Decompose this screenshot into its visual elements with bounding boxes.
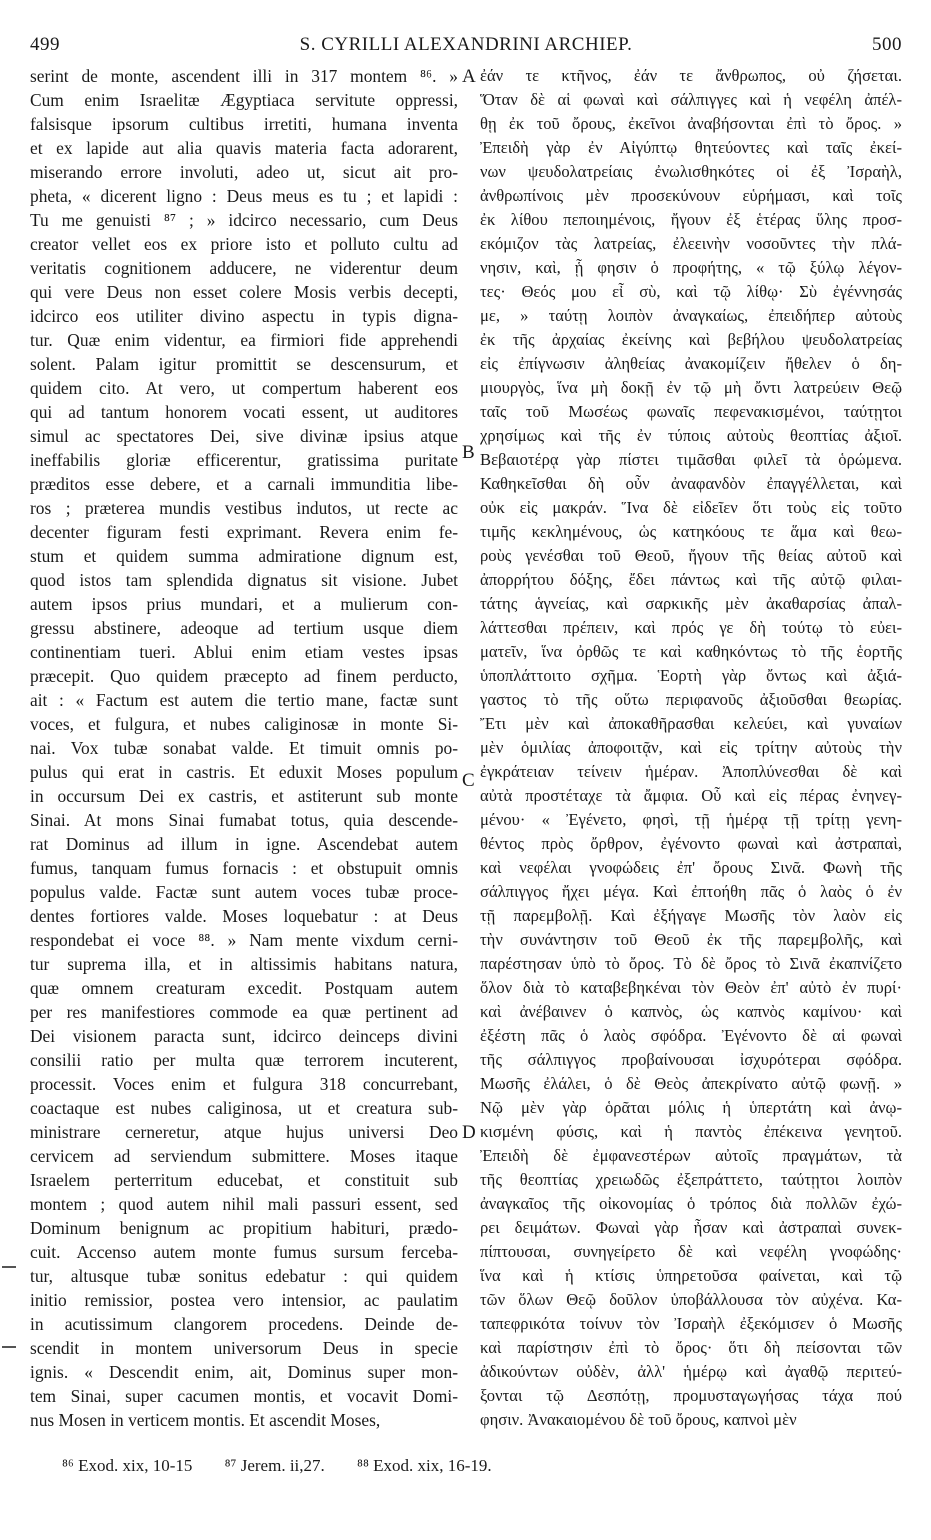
footnote-87: ⁸⁷ Jerem. ii,27. [224,1456,325,1475]
greek-text-line: τῶν ὅλων Θεῷ δοῦλον ὑποβάλλουσα τὸν αὐχένα. Κα- [480,1290,902,1309]
latin-text-line: initio remissior, postea vero intensior, ac paulatim [30,1290,458,1310]
greek-text-line: ξονται τῷ Δεσπότῃ, προμυσταγωγήσας τάχα πού [480,1386,902,1405]
greek-text-line: μὲν ὁμιλίας ἀποφοιτᾷν, καὶ εἰς τρίτην αὐτοὺς τὴν [480,738,902,757]
latin-text-line: in occursum Dei ex castris, et astiterunt sub monte [30,786,458,806]
greek-text-line: με, » ταύτῃ λοιπὸν ἀναγκαίως, ἐπειδήπερ αὐτοὺς [480,306,902,325]
greek-text-line: εκόμιζον τὰς λατρείας, ἐλεεινὴν νοσοῦντες τὴν πλά- [480,234,902,253]
latin-text-line: stum et quidem summa admiratione dignum est, [30,546,458,566]
latin-text-line: scendit in montem universorum Deus in specie [30,1338,458,1358]
greek-text-line: ἀδικούντων οὐδὲν, ἀλλ' ἡμέρῳ καὶ ἀγαθῷ περιτεύ- [480,1362,902,1381]
greek-text-line: τὴν συνάντησιν τοῦ Θεοῦ ἐκ τῆς παρεμβολῆς, καὶ [480,930,902,949]
latin-text-line: cervicem ad serviendum submittere. Moses itaque [30,1146,458,1166]
greek-text-line: Καθηκεῖσθαι δὴ οὖν ἀναφανδὸν ἐπαγγέλλεται, καὶ [480,474,902,493]
greek-text-line: Ἔτι μὲν καὶ ἀποκαθῆρασθαι κελεύει, καὶ γυναίων [480,714,902,733]
latin-text-line: nai. Vox tubæ sonabat valde. Et timuit omnis po- [30,738,458,758]
greek-text-line: οὐκ εἰς μακράν. Ἵνα δὲ εἰδεῖεν ὅτι τοὺς εἰς τοῦτο [480,498,902,517]
margin-mark [2,1346,16,1348]
greek-text-line: ἀνθρωπίνοις μὲν προσεκύνουν εὑρήμασι, καὶ τοῖς [480,186,902,205]
latin-text-line: cuit. Accenso autem monte fumus sursum ferceba- [30,1242,458,1262]
latin-text-line: simul ac spectatores Dei, sive divinæ ipsius atque [30,426,458,446]
latin-text-line: serint de monte, ascendent illi in 317 montem ⁸⁶. » [30,66,458,86]
running-title: S. CYRILLI ALEXANDRINI ARCHIEP. [299,34,633,55]
greek-text-line: θέντος πρὸς ὄρθρον, ἐγένοντο φωναὶ καὶ ἀστραπαὶ, [480,834,902,853]
greek-text-line: γαστος τὸ τῆς οὕτω περιφανοῦς ἀξιοῦσθαι θεωρίας. [480,690,902,709]
latin-text-line: voces, et fulgura, et nubes caliginosæ in monte Si- [30,714,458,734]
right-page-number: 500 [872,34,902,55]
greek-text-line: αὐτὰ προστέταχε τὰ ἄμφια. Οὗ καὶ εἰς πέρας ἐνηνεγ- [480,786,902,805]
greek-text-line: πίπτουσαι, συνηγείρετο δὲ καὶ νεφέλη γνοφώδης· [480,1242,902,1261]
latin-text-line: tem Sinai, super cacumen montis, et vocavit Domi- [30,1386,458,1406]
footnote-88: ⁸⁸ Exod. xix, 16-19. [357,1456,492,1475]
greek-text-line: ἐάν τε κτῆνος, ἐάν τε ἄνθρωπος, οὐ ζήσεται. [480,66,902,85]
latin-text-line: gressu abstinere, adeoque ad tertium usque diem [30,618,458,638]
latin-text-line: creator vellet eos ex priore isto et polluto cultu ad [30,234,458,254]
latin-text-line: montem ; quod autem nihil mali passuri essent, sed [30,1194,458,1214]
greek-text-line: ὑποπλάττοιτο σχῆμα. Ἑορτὴ γὰρ ὄντως καὶ ἀξιά- [480,666,902,685]
greek-text-line: ἵνα καὶ ἡ κτίσις ὑπηρετοῦσα φαίνεται, καὶ τῷ [480,1266,902,1285]
section-marker-d: D [462,1122,476,1143]
latin-text-line: quæ omnem creaturam excedit. Postquam autem [30,978,458,998]
greek-text-line: καὶ παρίστησιν ἐπὶ τὸ ὄρος· ὅτι δὴ πείσονται τῶν [480,1338,902,1357]
latin-text-line: ait : « Factum est autem die tertio mane, factæ sunt [30,690,458,710]
greek-text-line: ταπεφρικότα τοίνυν τὸν Ἰσραὴλ ἐξεκόμισεν ὁ Μωσῆς [480,1314,902,1333]
greek-text-line: φησιν. Ἀνακαιομένου δὲ τοῦ ὄρους, καπνοὶ μὲν [480,1410,797,1429]
latin-text-line: processit. Voces enim et fulgura 318 concurrebant, [30,1074,458,1094]
latin-text-line: ignis. « Descendit enim, ait, Dominus super mon- [30,1362,458,1382]
greek-text-line: τες· Θεός μου εἶ σὺ, καὶ τῷ λίθῳ· Σὺ ἐγέννησάς [480,282,902,301]
latin-text-line: solent. Palam igitur promittit se descensurum, et [30,354,458,374]
footnotes [62,1456,520,1476]
greek-text-line: τάτης ἁγνείας, καὶ σαρκικῆς μὲν ἀκαθαρσίας ἀπαλ- [480,594,902,613]
greek-text-line: λάττεσθαι πρέπειν, καὶ πρός γε δὴ τούτῳ τὸ εὐει- [480,618,902,637]
greek-text-line: τῇ παρεμβολῇ. Καὶ ἐξήγαγε Μωσῆς τὸν λαὸν εἰς [480,906,902,925]
greek-text-line: Ἐπειδὴ γὰρ ἐν Αἰγύπτῳ θητεύοντες καὶ ταῖς ἐκεί- [480,138,902,157]
greek-text-line: Νῷ μὲν γὰρ ὁρᾶται μόλις ἡ ὑπερτάτη καὶ ἀνῳ- [480,1098,902,1117]
latin-text-line: respondebat ei voce ⁸⁸. » Nam mente vixdum cerni- [30,930,458,950]
latin-text-line: dentes fortiores valde. Moses loquebatur : at Deus [30,906,458,926]
latin-text-line: qui vere Deus non esset colere Mosis verbis decepti, [30,282,458,302]
running-header [30,34,902,62]
latin-text-line: miserando errore involuti, adeo ut, sicut ait pro- [30,162,458,182]
latin-text-line: Cum enim Israelitæ Ægyptiaca servitute oppressi, [30,90,458,110]
latin-text-line: tur. Quæ enim videntur, ea firmiori fide apprehendi [30,330,458,350]
latin-text-line: ministrare cerneretur, atque hujus universi Deo [30,1122,458,1142]
greek-text-line: τῆς σάλπιγγος προβαίνουσαι ἰσχυρότεραι σφόδρα. [480,1050,902,1069]
greek-text-line: ἐξέστη πᾶς ὁ λαὸς σφόδρα. Ἐγένοντο δὲ αἱ φωναὶ [480,1026,902,1045]
latin-text-line: quidem cito. At vero, ut compertum haberent eos [30,378,458,398]
greek-text-line: ματεῖν, ἵνα ὀρθῶς τε καὶ καθηκόντως τὸ τῆς ἑορτῆς [480,642,902,661]
greek-text-line: ρει δειμάτων. Φωναὶ γὰρ ἦσαν καὶ ἀστραπαὶ συνεκ- [480,1218,902,1237]
greek-text-line: χρησίμως καὶ τῆς ἐν τύποις αὐτοὺς θεοπτίας ἀξιοῖ. [480,426,902,445]
greek-text-line: ἐκ λίθου πεποιημένοις, ἤγουν ἐξ ἑτέρας ὕλης προσ- [480,210,902,229]
latin-text-line: falsisque ipsorum cultibus irretiti, humana inventa [30,114,458,134]
greek-text-line: μένου· « Ἐγένετο, φησὶ, τῇ ἡμέρᾳ τῇ τρίτῃ γενη- [480,810,902,829]
latin-text-line: et ex lapide aut alia quavis materia facta adorarent, [30,138,458,158]
greek-text-line: Μωσῆς ἐλάλει, ὁ δὲ Θεὸς ἀπεκρίνατο αὐτῷ φωνῇ. » [480,1074,902,1093]
latin-text-line: Sinai. At mons Sinai fumabat totus, quia descende- [30,810,458,830]
greek-text-line: εἰς ἐπίγνωσιν ἀληθείας ἀνακομίζειν ἤθελεν ὁ δη- [480,354,902,373]
greek-text-line: παρέστησαν ὑπὸ τὸ ὄρος. Τὸ δὲ ὄρος τὸ Σινᾶ ἐκαπνίζετο [480,954,902,973]
margin-mark [2,1266,16,1268]
latin-text-line: in acutissimum clangorem procedens. Deinde de- [30,1314,458,1334]
latin-text-line: nus Mosen in verticem montis. Et ascendit Moses, [30,1410,381,1430]
latin-text-line: tur, altusque tubæ sonitus edebatur : qui quidem [30,1266,458,1286]
latin-text-line: per res manifestiores commode ea quæ pertinent ad [30,1002,458,1022]
latin-text-line: Israelem perterritum educebat, et constituit sub [30,1170,458,1190]
greek-text-line: μιουργὸς, ἵνα μὴ δοκῇ ἐν τῷ μὴ ὄντι λατρεύειν Θεῷ [480,378,902,397]
latin-text-line: pulus qui erat in castris. Et eduxit Moses populum [30,762,458,782]
greek-text-line: ὅλον διὰ τὸ καταβεβηκέναι τὸν Θεὸν ἐπ' αὐτὸ ἐν πυρί· [480,978,902,997]
section-marker-b: B [462,442,475,463]
latin-text-line: Dei visionem paracta sunt, idcirco deinceps divini [30,1026,458,1046]
section-marker-c: C [462,770,475,791]
greek-text-line: ταῖς τοῦ Μωσέως φωναῖς πεφενακισμένοι, ταύτῃτοι [480,402,902,421]
section-marker-a: A [462,66,476,87]
latin-text-line: qui ad tantum honorem vocati essent, ut auditores [30,402,458,422]
greek-text-line: τιμῆς κεκλημένους, ὡς κατηκόους τε ἅμα καὶ θεω- [480,522,902,541]
latin-text-line: continentiam tueri. Ablui enim etiam vestes ipsas [30,642,458,662]
left-page-number: 499 [30,34,60,55]
greek-text-line: ἀναγκαῖος τῆς οἰκονομίας ὁ τρόπος διὰ πολλῶν ἐχώ- [480,1194,902,1213]
greek-text-line: νησιν, καὶ, ᾗ φησιν ὁ προφήτης, « τῷ ξύλῳ λέγον- [480,258,902,277]
latin-text-line: Tu me genuisti ⁸⁷ ; » idcirco necessario, cum Deus [30,210,458,230]
greek-text-line: νων ψευδολατρείαις ἐνωλισθηκότες οἱ ἐξ Ἰσραὴλ, [480,162,902,181]
latin-text-line: præcepit. Quo quidem præcepto ad finem perducto, [30,666,458,686]
greek-text-line: κισμένη φύσις, καὶ ἡ παντὸς ἐπέκεινα γενητοῦ. [480,1122,902,1141]
latin-text-line: populus valde. Factæ sunt autem voces tubæ proce- [30,882,458,902]
footnote-86: ⁸⁶ Exod. xix, 10-15 [62,1456,193,1475]
latin-text-line: decenter figuram festi exprimant. Revera enim fe- [30,522,458,542]
latin-text-line: rat Dominus ad illum in igne. Ascendebat autem [30,834,458,854]
greek-text-line: θῃ ἐκ τοῦ ὄρους, ἐκεῖνοι ἀναβήσονται ἐπὶ τὸ ὄρος. » [480,114,902,133]
latin-text-line: pheta, « dicerent ligno : Deus meus es tu ; et lapidi : [30,186,458,206]
greek-text-line: σάλπιγγος ἤχει μέγα. Καὶ ἐπτοήθη πᾶς ὁ λαὸς ὁ ἐν [480,882,902,901]
greek-text-line: ἐκ τῆς ἀρχαίας ἐκείνης καὶ βεβήλου ψευδολατρείας [480,330,902,349]
latin-text-line: ineffabilis gloriæ efficerentur, gratissima puritate [30,450,458,470]
latin-text-line: veritatis cognitionem adducere, ne viderentur deum [30,258,458,278]
latin-text-line: coactaque est nubes caliginosa, ut et creatura sub- [30,1098,458,1118]
latin-text-line: fumus, tanquam fumus fornacis : et obstupuit omnis [30,858,458,878]
latin-text-line: tur suprema illa, et in altissimis habitans natura, [30,954,458,974]
greek-text-line: καὶ ἀνέβαινεν ὁ καπνὸς, ὡς καπνὸς καμίνου· καὶ [480,1002,902,1021]
greek-text-line: Βεβαιοτέρᾳ γὰρ πίστει τιμᾶσθαι φιλεῖ τὰ ὁρώμενα. [480,450,902,469]
latin-text-line: consilii ratio per multa quæ terrorem incuterent, [30,1050,458,1070]
greek-text-line: Ὅταν δὲ αἱ φωναὶ καὶ σάλπιγγες καὶ ἡ νεφέλη ἀπέλ- [480,90,902,109]
greek-text-line: ἐγκράτειαν τείνειν ἡμέραν. Ἀποπλύνεσθαι δὲ καὶ [480,762,902,781]
latin-text-line: autem ipsos prius mundari, et a mulierum con- [30,594,458,614]
greek-column [480,64,902,1444]
latin-column [30,64,458,1444]
latin-text-line: quod istos tam splendida dignatus sit visione. Jubet [30,570,458,590]
greek-text-line: καὶ νεφέλαι γνοφώδεις ἐπ' ὄρους Σινᾶ. Φωνὴ τῆς [480,858,902,877]
latin-text-line: ros ; præterea mundis vestibus indutos, ut recte ac [30,498,458,518]
latin-text-line: præditos esse debere, et a carnali immunditia libe- [30,474,458,494]
greek-text-line: Ἐπειδὴ δὲ ἐμφανεστέρων αὐτοῖς πραγμάτων, τὰ [480,1146,902,1165]
greek-text-line: ροὺς γενέσθαι τοῦ Θεοῦ, ἤγουν τῆς θείας αὐτοῦ καὶ [480,546,902,565]
greek-text-line: ἀπορρήτου δόξης, ἔδει πάντως καὶ τῆς αὐτῷ φιλαι- [480,570,902,589]
greek-text-line: τῆς θεοπτίας χρειωδῶς ἐξεπράττετο, ταύτῃτοι λοιπὸν [480,1170,902,1189]
latin-text-line: idcirco eos utiliter divino aspectu in typis digna- [30,306,458,326]
latin-text-line: Dominum benignum ac propitium habituri, prædo- [30,1218,458,1238]
